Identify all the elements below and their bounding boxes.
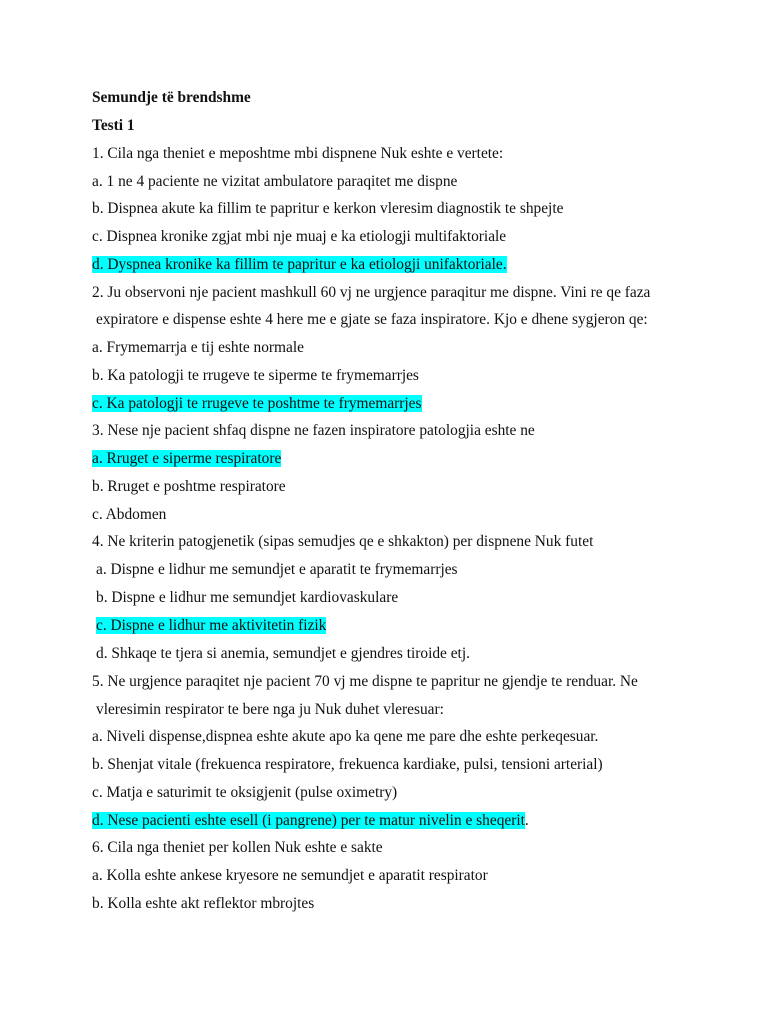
text-line: 1. Cila nga theniet e meposhtme mbi dispnene Nuk eshte e vertete: bbox=[92, 145, 504, 162]
correct-answer bbox=[92, 449, 281, 468]
question-2-continued bbox=[96, 310, 648, 329]
answer-line bbox=[92, 866, 488, 885]
text-line: b. Dispnea akute ka fillim te papritur e kerkon vleresim diagnostik te shpejte bbox=[92, 200, 564, 217]
text-line: 2. Ju observoni nje pacient mashkull 60 vj ne urgjence paraqitur me dispne. Vini re qe faza bbox=[92, 284, 651, 301]
question-6 bbox=[92, 838, 383, 857]
question-5-continued bbox=[96, 700, 444, 719]
trailing-period: . bbox=[524, 812, 529, 829]
highlighted-text: d. Dyspnea kronike ka fillim te papritur e ka etiologji unifaktoriale. bbox=[92, 256, 507, 273]
question-4 bbox=[92, 532, 593, 551]
text-line: b. Kolla eshte akt reflektor mbrojtes bbox=[92, 895, 315, 912]
text-line: a. Dispne e lidhur me semundjet e aparatit te frymemarrjes bbox=[96, 561, 458, 578]
test-heading: Testi 1 bbox=[92, 117, 135, 134]
answer-line bbox=[92, 727, 598, 746]
answer-line bbox=[96, 588, 398, 607]
highlighted-text: c. Ka patologji te rrugeve te poshtme te frymemarrjes bbox=[92, 395, 422, 412]
answer-line bbox=[92, 505, 166, 524]
answer-line bbox=[92, 366, 419, 385]
answer-line bbox=[92, 894, 314, 913]
question-5 bbox=[92, 672, 638, 691]
highlighted-text: d. Nese pacienti eshte esell (i pangrene) per te matur nivelin e sheqerit bbox=[92, 812, 525, 829]
answer-line bbox=[92, 199, 563, 218]
highlighted-text: c. Dispne e lidhur me aktivitetin fizik bbox=[96, 617, 327, 634]
answer-line bbox=[92, 172, 457, 191]
question-2 bbox=[92, 283, 650, 302]
text-line: b. Shenjat vitale (frekuenca respiratore, frekuenca kardiake, pulsi, tensioni arterial) bbox=[92, 756, 603, 773]
correct-answer bbox=[96, 616, 326, 635]
text-line: b. Rruget e poshtme respiratore bbox=[92, 478, 286, 495]
text-line: 6. Cila nga theniet per kollen Nuk eshte e sakte bbox=[92, 839, 383, 856]
answer-line bbox=[92, 227, 506, 246]
question-1 bbox=[92, 144, 503, 163]
highlighted-text: a. Rruget e siperme respiratore bbox=[92, 450, 282, 467]
text-line: 4. Ne kriterin patogjenetik (sipas semudjes qe e shkakton) per dispnene Nuk futet bbox=[92, 533, 594, 550]
document-title: Semundje të brendshme bbox=[92, 89, 251, 106]
correct-answer bbox=[92, 394, 422, 413]
text-line: a. 1 ne 4 paciente ne vizitat ambulatore paraqitet me dispne bbox=[92, 173, 458, 190]
text-line: a. Kolla eshte ankese kryesore ne semundjet e aparatit respirator bbox=[92, 867, 488, 884]
text-line: vleresimin respirator te bere nga ju Nuk duhet vleresuar: bbox=[96, 701, 444, 718]
text-line: c. Matja e saturimit te oksigjenit (pulse oximetry) bbox=[92, 784, 398, 801]
answer-line bbox=[92, 338, 304, 357]
text-line: d. Shkaqe te tjera si anemia, semundjet e gjendres tiroide etj. bbox=[96, 645, 470, 662]
text-line: c. Abdomen bbox=[92, 506, 167, 523]
text-line: b. Ka patologji te rrugeve te siperme te frymemarrjes bbox=[92, 367, 419, 384]
correct-answer bbox=[92, 811, 529, 830]
text-line: 5. Ne urgjence paraqitet nje pacient 70 vj me dispne te papritur ne gjendje te renduar. Ne bbox=[92, 673, 638, 690]
answer-line bbox=[92, 783, 397, 802]
answer-line bbox=[96, 560, 458, 579]
text-line: b. Dispne e lidhur me semundjet kardiovaskulare bbox=[96, 589, 399, 606]
text-line: a. Frymemarrja e tij eshte normale bbox=[92, 339, 304, 356]
answer-line bbox=[96, 644, 470, 663]
question-3 bbox=[92, 421, 535, 440]
text-line: expiratore e dispense eshte 4 here me e gjate se faza inspiratore. Kjo e dhene sygjeron qe: bbox=[96, 311, 648, 328]
text-line: c. Dispnea kronike zgjat mbi nje muaj e ka etiologji multifaktoriale bbox=[92, 228, 507, 245]
answer-line bbox=[92, 477, 286, 496]
answer-line bbox=[92, 755, 603, 774]
correct-answer bbox=[92, 255, 507, 274]
text-line: a. Niveli dispense,dispnea eshte akute apo ka qene me pare dhe eshte perkeqesuar. bbox=[92, 728, 599, 745]
text-line: 3. Nese nje pacient shfaq dispne ne fazen inspiratore patologjia eshte ne bbox=[92, 422, 535, 439]
